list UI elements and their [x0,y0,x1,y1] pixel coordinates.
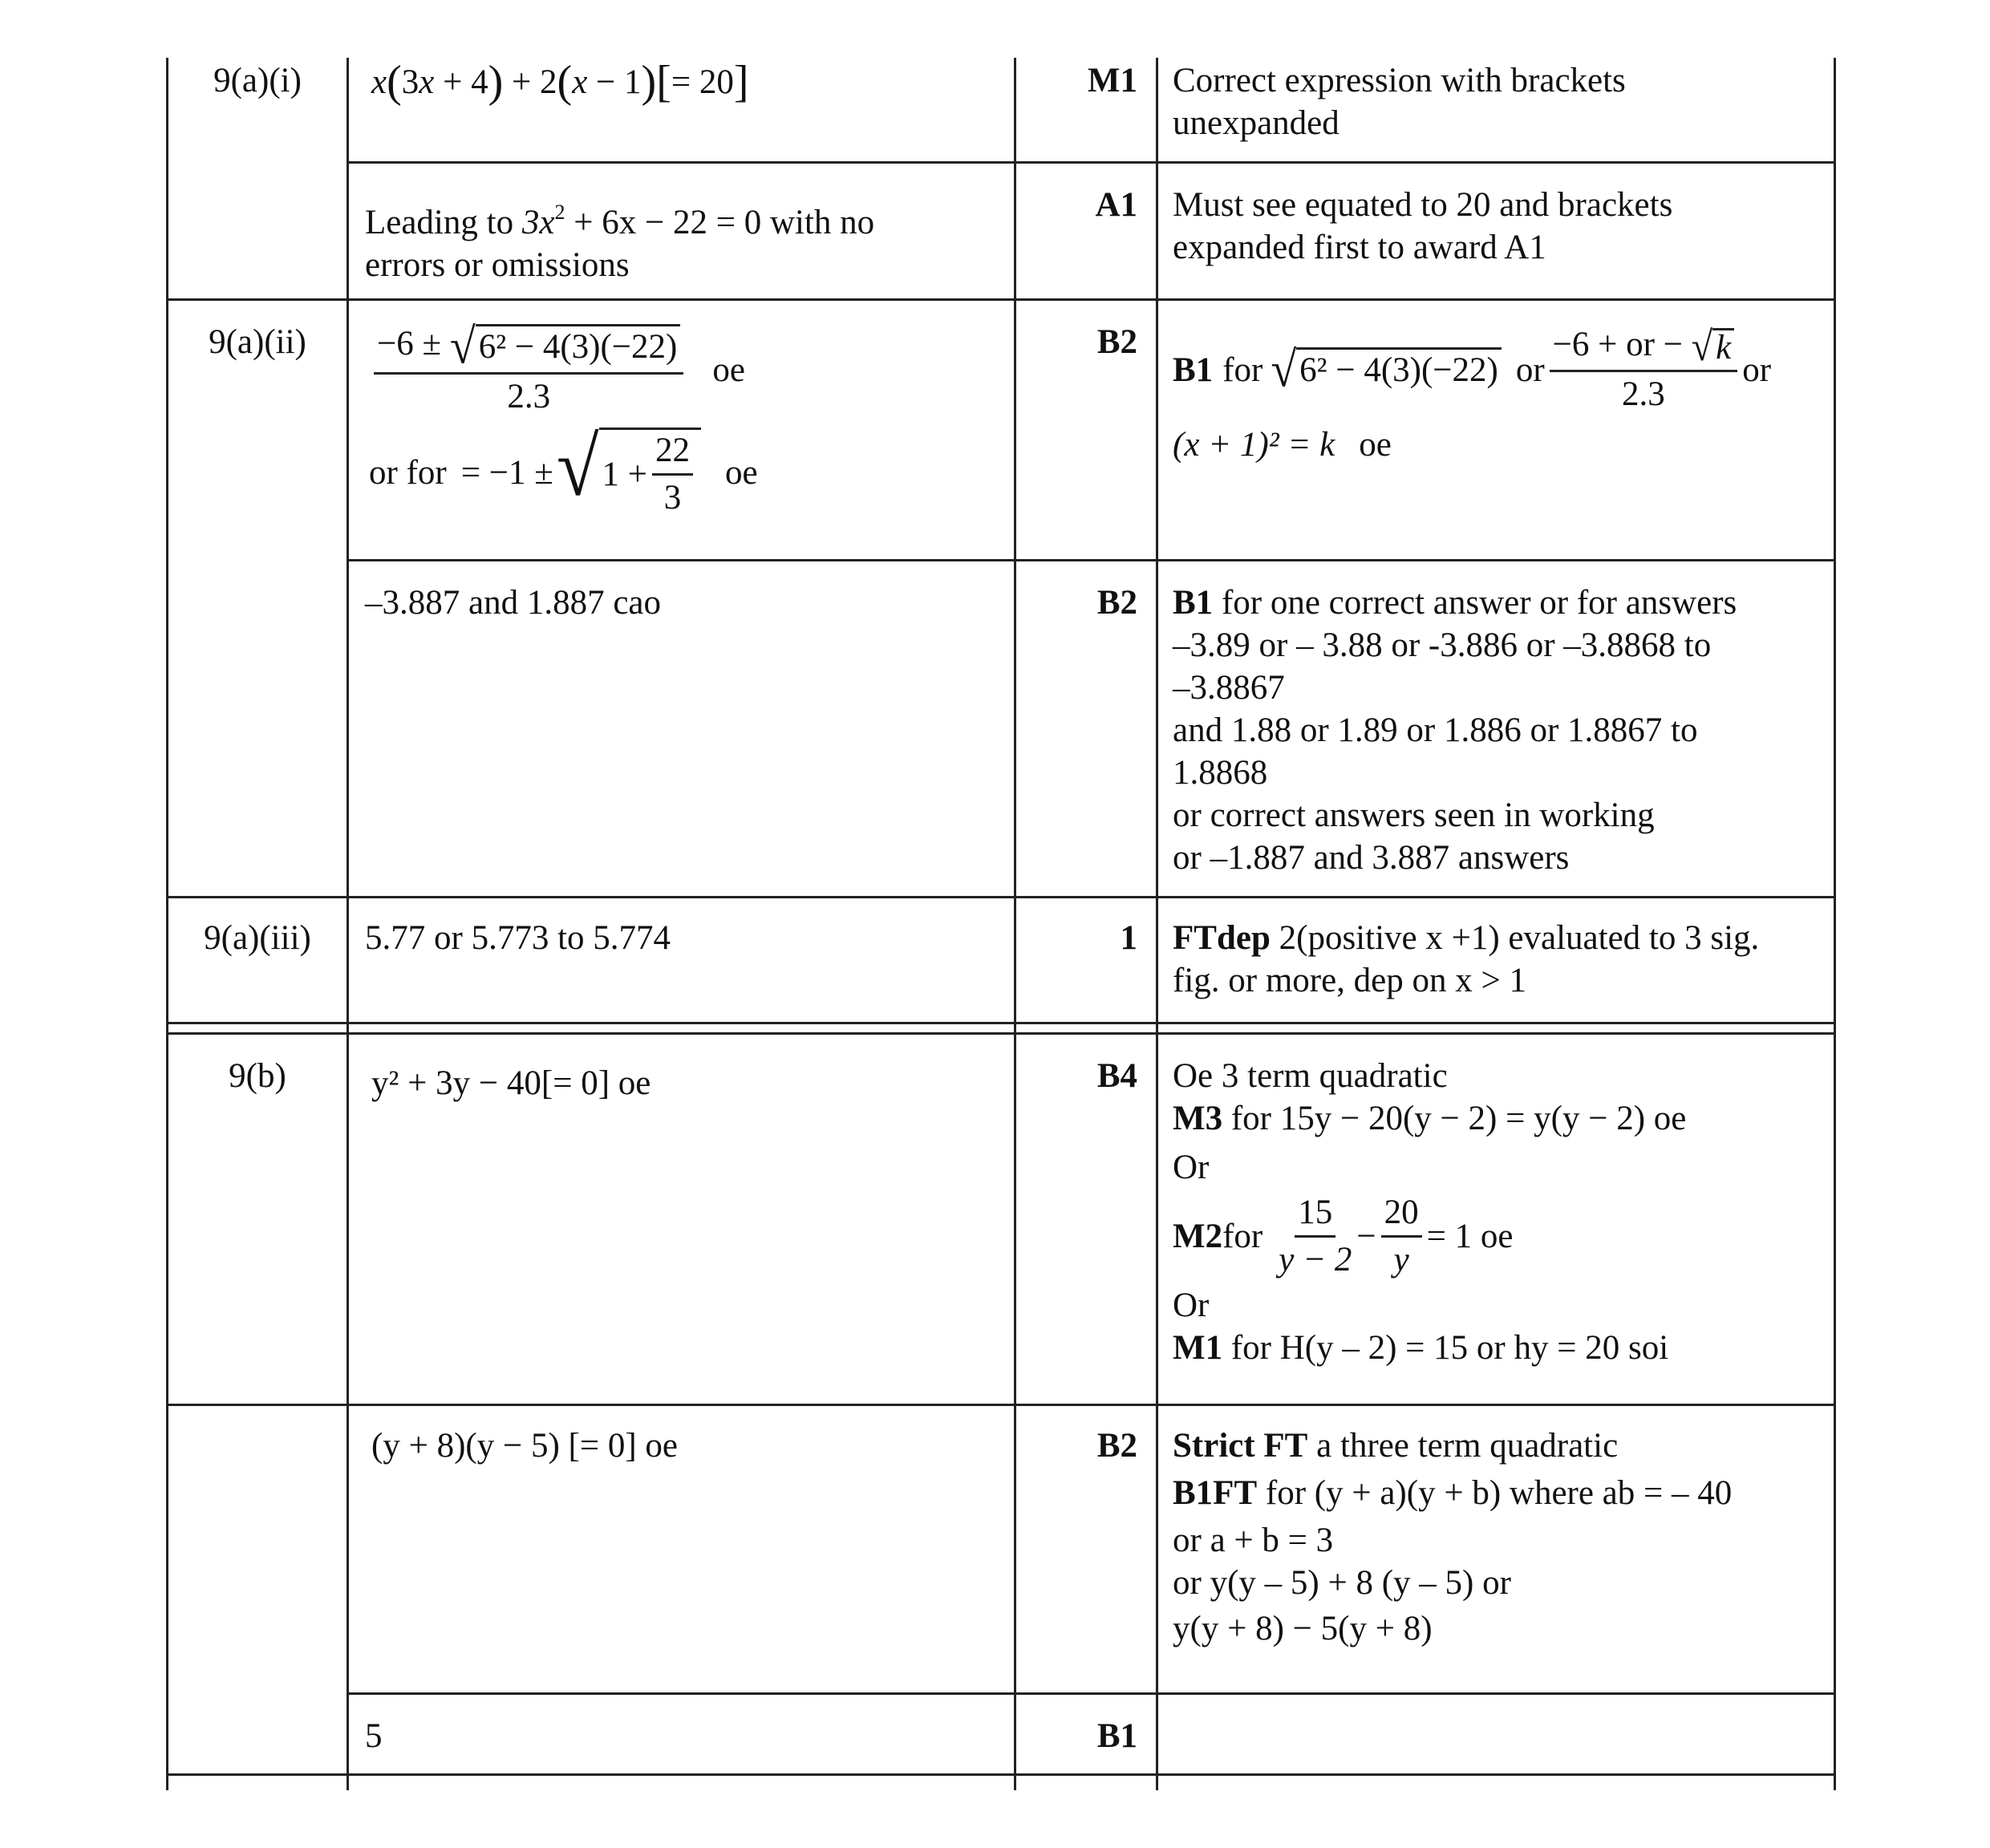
or-label: or [1742,351,1772,389]
or-label: Or [1173,1149,1210,1186]
guidance-formula [1173,323,1832,466]
guidance-line: or –1.887 and 3.887 answers [1173,839,1570,877]
radicand: 6² − 4(3)(−22) [1296,347,1502,392]
fraction-numerator: 22 [652,432,693,476]
answer-text: 5 [365,1717,383,1755]
answer-expression: x(3x + 4) + 2(x − 1)[= 20] [371,57,749,107]
mark-code: B1 [1096,1717,1137,1755]
radicand: 6² − 4(3)(−22) [476,324,681,369]
fraction-denominator: y [1393,1241,1409,1279]
guidance-for: for [1222,1218,1263,1255]
answer-quadratic-formula [369,318,1011,517]
guidance-line: 1.8868 [1173,754,1268,792]
guidance-line: –3.89 or – 3.88 or -3.886 or –3.8868 to [1173,626,1712,664]
guidance-line: unexpanded [1173,104,1340,142]
guidance-line: fig. or more, dep on x > 1 [1173,962,1527,999]
row-divider [347,1692,1836,1695]
mark-code: A1 [1095,186,1137,224]
guidance-line: –3.8867 [1173,669,1285,707]
minus-sign: − [1356,1218,1376,1255]
guidance-line: and 1.88 or 1.89 or 1.886 or 1.8867 to [1173,711,1698,749]
row-divider [166,1404,1836,1406]
mark-label: M2 [1173,1218,1223,1255]
guidance-line: Correct expression with brackets [1173,62,1626,99]
guidance-line: 2(positive x +1) evaluated to 3 sig. [1270,919,1760,957]
guidance-text [1173,184,1830,269]
section-divider-top [166,1022,1836,1024]
alt-prefix: or for [369,453,447,492]
mark-label: M3 [1173,1100,1223,1137]
guidance-line: for one correct answer or for answers [1213,584,1737,622]
square-root: √ 6² − 4(3)(−22) [1271,347,1502,392]
guidance-line: for (y + a)(y + b) where ab = – 40 [1257,1474,1733,1512]
mark-code: B4 [1096,1057,1137,1095]
fraction-denominator: y − 2 [1279,1241,1352,1279]
fraction-numerator: 20 [1381,1194,1422,1238]
guidance-line: Must see equated to 20 and brackets [1173,186,1673,224]
question-number: 9(a)(iii) [204,919,311,957]
guidance-line: or a + b = 3 [1173,1522,1334,1559]
formula-fraction [374,318,683,416]
guidance-equation: (x + 1)² = k [1173,426,1335,464]
mark-label: B1 [1173,351,1214,389]
or-label: or [1515,351,1545,389]
guidance-text [1173,1424,1832,1650]
fraction-denominator: 3 [663,479,682,517]
fraction-numerator: 15 [1295,1194,1335,1238]
guidance-line: y(y + 8) − 5(y + 8) [1173,1610,1433,1647]
mark-code: 1 [1120,919,1137,957]
answer-expression: y² + 3y − 40[= 0] oe [371,1064,651,1102]
radicand-lead: 1 + [602,455,648,493]
answer-expression: (y + 8)(y − 5) [= 0] oe [371,1427,679,1465]
oe-label: oe [712,351,745,389]
mark-label: B1FT [1173,1474,1258,1512]
guidance-text [1173,582,1832,879]
guidance-fraction [1279,1194,1352,1279]
guidance-fraction [1381,1194,1422,1279]
row-divider [166,896,1836,898]
fraction-numerator-lead: −6 ± [377,324,442,363]
answer-text [365,191,1007,286]
guidance-line: Oe 3 term quadratic [1173,1057,1448,1095]
guidance-line: expanded first to award A1 [1173,229,1546,266]
row-divider [166,1773,1836,1776]
mark-code: B2 [1096,1427,1137,1465]
mark-label: M1 [1173,1329,1223,1367]
mark-code: B2 [1096,323,1137,361]
mark-label: B1 [1173,584,1214,622]
mark-label: FTdep [1173,919,1271,957]
oe-label: oe [725,453,758,492]
answer-equation: + 6x − 22 = 0 [565,204,762,241]
guidance-equation: = 1 oe [1426,1218,1514,1255]
oe-label: oe [1359,426,1392,464]
or-label: Or [1173,1287,1210,1324]
row-divider [347,161,1836,164]
guidance-line: a three term quadratic [1307,1427,1619,1465]
section-divider-bottom [166,1032,1836,1035]
answer-term: 3x [521,204,555,241]
answer-suffix: with no [761,204,875,241]
guidance-line: for 15y − 20(y − 2) = y(y − 2) oe [1222,1100,1687,1137]
fraction-denominator: 2.3 [507,378,551,415]
fraction-denominator: 2.3 [1622,375,1665,414]
question-number: 9(a)(i) [213,62,302,99]
guidance-text [1173,1055,1832,1369]
mark-code: B2 [1096,584,1137,622]
answer-exponent: 2 [554,201,565,224]
radicand: k [1712,328,1734,367]
guidance-text [1173,59,1830,144]
guidance-line: or correct answers seen in working [1173,796,1655,834]
guidance-line: for H(y – 2) = 15 or hy = 20 soi [1222,1329,1669,1367]
square-root: √ 1 + $\frac{22}{3}$ [557,428,701,517]
guidance-text [1173,917,1832,1002]
guidance-line: or y(y – 5) + 8 (y – 5) or [1173,1564,1511,1602]
column-divider-answer [347,58,349,1790]
question-number: 9(b) [229,1057,286,1095]
table-border-right [1834,58,1836,1790]
guidance-for: for [1222,351,1263,389]
square-root: √ 6² − 4(3)(−22) [450,324,681,369]
column-divider-guidance [1156,58,1158,1790]
mark-code: M1 [1087,62,1137,99]
answer-text: 5.77 or 5.773 to 5.774 [365,919,671,957]
column-divider-marks [1014,58,1016,1790]
row-divider [347,559,1836,561]
alt-expression: = −1 ± [460,453,553,492]
answer-line-2: errors or omissions [365,246,630,284]
question-number: 9(a)(ii) [209,323,306,361]
row-divider [166,298,1836,301]
fraction-numerator-lead: −6 + or − [1552,326,1683,363]
guidance-fraction: −6 + or − √ k 2.3 [1550,326,1738,414]
answer-prefix: Leading to [365,204,522,241]
answer-text: –3.887 and 1.887 cao [365,584,662,622]
mark-label: Strict FT [1173,1427,1308,1465]
